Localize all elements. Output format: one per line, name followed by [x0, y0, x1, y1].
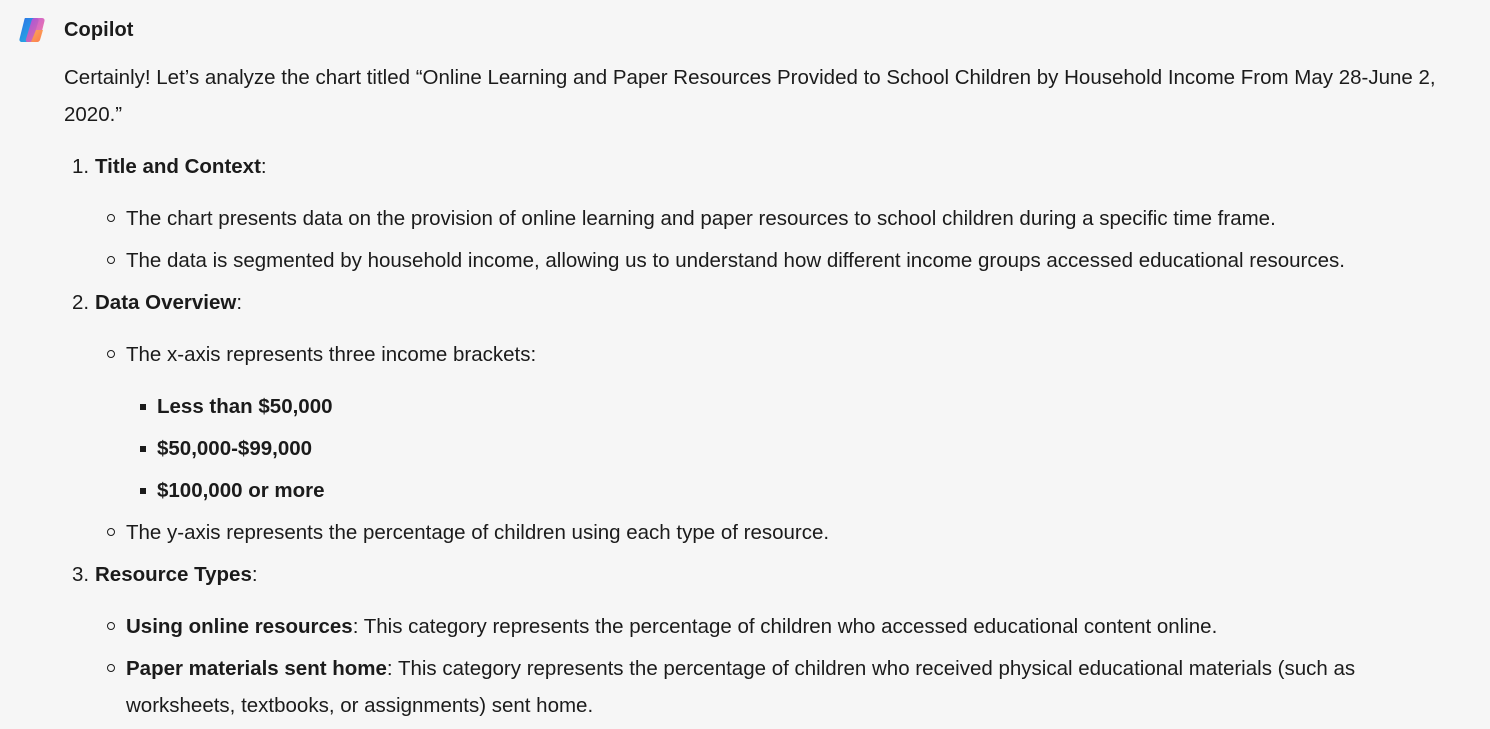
section-list [64, 148, 1464, 724]
intro-paragraph: Certainly! Let’s analyze the chart titled “Online Learning and Paper Resources Provided to School Children by Household Income From May 28-June 2, 2020.” [64, 66, 1436, 126]
section-items [95, 608, 1464, 724]
list-item: The y-axis represents the percentage of children using each type of resource. [95, 514, 1464, 551]
income-bracket-item: $50,000-$99,000 [126, 430, 1464, 467]
income-bracket-list [126, 388, 1464, 509]
list-item: The chart presents data on the provision of online learning and paper resources to school children during a specific time frame. [95, 200, 1464, 237]
message-header [16, 14, 134, 46]
section-title: Title and Context [95, 155, 261, 178]
section-data-overview: 2. Data Overview: The x-axis represents three income brackets: Less than $50,000 $50,000-$99,000 $100,000 or more The y-axis represents the percentage of children using each type of resource. [64, 284, 1464, 551]
list-item: Paper materials sent home: This category represents the percentage of children who received physical educational materials (such as worksheets, textbooks, or assignments) sent home. [95, 650, 1464, 724]
section-title: Data Overview [95, 291, 237, 314]
income-bracket-item: $100,000 or more [126, 472, 1464, 509]
sender-name: Copilot [64, 18, 134, 41]
section-items [95, 200, 1464, 279]
section-title-and-context: 1. Title and Context: The chart presents data on the provision of online learning and paper resources to school children during a specific time frame. The data is segmented by household income, allowing us to understand how different income groups accessed educational resources. [64, 148, 1464, 279]
section-title: Resource Types [95, 563, 252, 586]
section-number: 3. [72, 563, 90, 586]
list-item: The data is segmented by household income, allowing us to understand how different income groups accessed educational resources. [95, 242, 1464, 279]
copilot-logo-icon[interactable] [16, 14, 48, 46]
section-resource-types: 3. Resource Types: Using online resources: This category represents the percentage of children who accessed educational content online. Paper materials sent home: This category represents the percentage of children who received physical educational materials (such as worksheets, textbooks, or assignments) sent home. [64, 556, 1464, 724]
message-body [64, 59, 1464, 729]
income-bracket-item: Less than $50,000 [126, 388, 1464, 425]
section-items [95, 336, 1464, 551]
section-number: 1. [72, 155, 90, 178]
list-item: The x-axis represents three income brackets: Less than $50,000 $50,000-$99,000 $100,000 or more [95, 336, 1464, 509]
section-number: 2. [72, 291, 90, 314]
list-item: Using online resources: This category represents the percentage of children who accessed educational content online. [95, 608, 1464, 645]
